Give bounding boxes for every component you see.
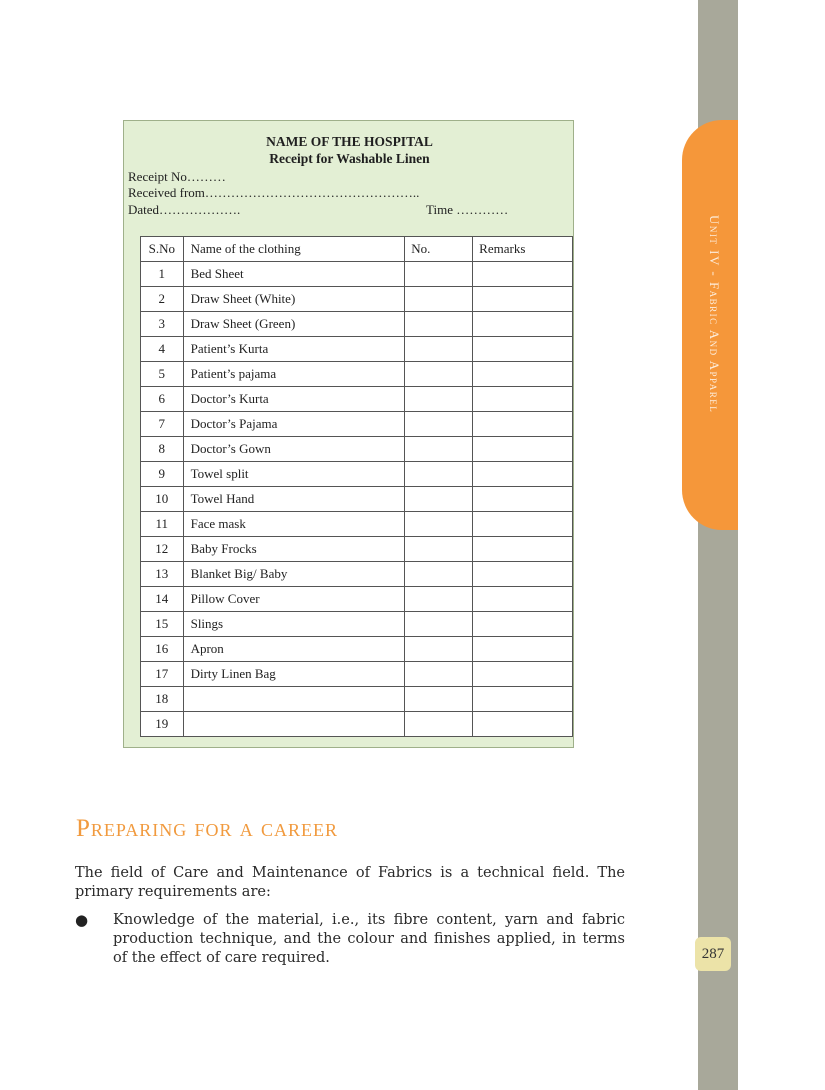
cell-no — [405, 462, 473, 487]
cell-sno: 1 — [141, 262, 184, 287]
cell-remarks — [473, 362, 573, 387]
table-row — [141, 312, 573, 337]
cell-no — [405, 562, 473, 587]
cell-remarks — [473, 712, 573, 737]
table-row — [141, 537, 573, 562]
cell-name — [183, 687, 405, 712]
cell-name: Slings — [183, 612, 405, 637]
cell-no — [405, 587, 473, 612]
cell-name: Bed Sheet — [183, 262, 405, 287]
cell-sno: 17 — [141, 662, 184, 687]
cell-remarks — [473, 637, 573, 662]
receipt-title: Receipt for Washable Linen — [269, 151, 430, 166]
cell-remarks — [473, 312, 573, 337]
cell-sno: 4 — [141, 337, 184, 362]
table-row — [141, 712, 573, 737]
cell-remarks — [473, 287, 573, 312]
cell-no — [405, 387, 473, 412]
cell-no — [405, 262, 473, 287]
cell-no — [405, 487, 473, 512]
cell-no — [405, 637, 473, 662]
cell-name: Baby Frocks — [183, 537, 405, 562]
cell-sno: 16 — [141, 637, 184, 662]
cell-name: Doctor’s Kurta — [183, 387, 405, 412]
cell-name: Doctor’s Pajama — [183, 412, 405, 437]
cell-no — [405, 537, 473, 562]
page-number: 287 — [695, 937, 731, 971]
cell-name: Pillow Cover — [183, 587, 405, 612]
section-heading: Preparing for a career — [76, 815, 339, 842]
cell-sno: 2 — [141, 287, 184, 312]
receipt-form — [123, 120, 574, 748]
bullet-icon: ● — [75, 911, 89, 929]
table-row — [141, 587, 573, 612]
table-row — [141, 262, 573, 287]
cell-sno: 9 — [141, 462, 184, 487]
cell-sno: 15 — [141, 612, 184, 637]
cell-remarks — [473, 462, 573, 487]
cell-sno: 8 — [141, 437, 184, 462]
table-header-row — [141, 237, 573, 262]
cell-name: Draw Sheet (White) — [183, 287, 405, 312]
table-row — [141, 387, 573, 412]
cell-name: Patient’s Kurta — [183, 337, 405, 362]
cell-sno: 18 — [141, 687, 184, 712]
cell-name: Patient’s pajama — [183, 362, 405, 387]
cell-no — [405, 612, 473, 637]
cell-sno: 7 — [141, 412, 184, 437]
cell-name: Towel split — [183, 462, 405, 487]
cell-remarks — [473, 387, 573, 412]
cell-sno: 10 — [141, 487, 184, 512]
cell-name: Blanket Big/ Baby — [183, 562, 405, 587]
cell-no — [405, 687, 473, 712]
cell-no — [405, 337, 473, 362]
table-row — [141, 687, 573, 712]
cell-sno: 3 — [141, 312, 184, 337]
header-remarks: Remarks — [473, 237, 573, 262]
cell-sno: 14 — [141, 587, 184, 612]
dated-line: Dated………………. — [128, 202, 241, 217]
cell-name: Face mask — [183, 512, 405, 537]
cell-no — [405, 712, 473, 737]
table-row — [141, 462, 573, 487]
header-no: No. — [405, 237, 473, 262]
cell-name: Dirty Linen Bag — [183, 662, 405, 687]
cell-name: Draw Sheet (Green) — [183, 312, 405, 337]
table-row — [141, 562, 573, 587]
intro-paragraph: The field of Care and Maintenance of Fabrics is a technical field. The primary requirements are: — [75, 865, 625, 900]
table-row — [141, 487, 573, 512]
cell-remarks — [473, 587, 573, 612]
table-row — [141, 412, 573, 437]
cell-remarks — [473, 612, 573, 637]
cell-sno: 12 — [141, 537, 184, 562]
cell-name: Apron — [183, 637, 405, 662]
receipt-no-line: Receipt No……… — [128, 169, 226, 184]
cell-remarks — [473, 687, 573, 712]
cell-sno: 11 — [141, 512, 184, 537]
header-sno: S.No — [141, 237, 184, 262]
cell-no — [405, 362, 473, 387]
table-row — [141, 637, 573, 662]
cell-name: Doctor’s Gown — [183, 437, 405, 462]
cell-sno: 13 — [141, 562, 184, 587]
time-line: Time ………… — [426, 202, 509, 217]
cell-no — [405, 287, 473, 312]
linen-table — [140, 236, 573, 737]
table-row — [141, 437, 573, 462]
cell-name: Towel Hand — [183, 487, 405, 512]
cell-remarks — [473, 562, 573, 587]
cell-no — [405, 437, 473, 462]
cell-no — [405, 312, 473, 337]
received-from-line: Received from………………………………………….. — [128, 185, 420, 200]
cell-sno: 19 — [141, 712, 184, 737]
cell-remarks — [473, 487, 573, 512]
cell-remarks — [473, 512, 573, 537]
cell-remarks — [473, 662, 573, 687]
hospital-name: NAME OF THE HOSPITAL — [266, 134, 433, 149]
table-row — [141, 662, 573, 687]
cell-sno: 6 — [141, 387, 184, 412]
table-row — [141, 612, 573, 637]
cell-name — [183, 712, 405, 737]
cell-sno: 5 — [141, 362, 184, 387]
cell-remarks — [473, 337, 573, 362]
cell-remarks — [473, 537, 573, 562]
cell-no — [405, 512, 473, 537]
table-row — [141, 337, 573, 362]
cell-remarks — [473, 412, 573, 437]
bullet-item: Knowledge of the material, i.e., its fibre content, yarn and fabric production technique, and the colour and finishes applied, in terms of the effect of care required. — [113, 912, 625, 966]
header-name: Name of the clothing — [183, 237, 405, 262]
table-row — [141, 362, 573, 387]
table-row — [141, 287, 573, 312]
cell-remarks — [473, 262, 573, 287]
cell-remarks — [473, 437, 573, 462]
unit-label: Unit IV - Fabric And Apparel — [707, 215, 722, 414]
table-row — [141, 512, 573, 537]
cell-no — [405, 412, 473, 437]
cell-no — [405, 662, 473, 687]
